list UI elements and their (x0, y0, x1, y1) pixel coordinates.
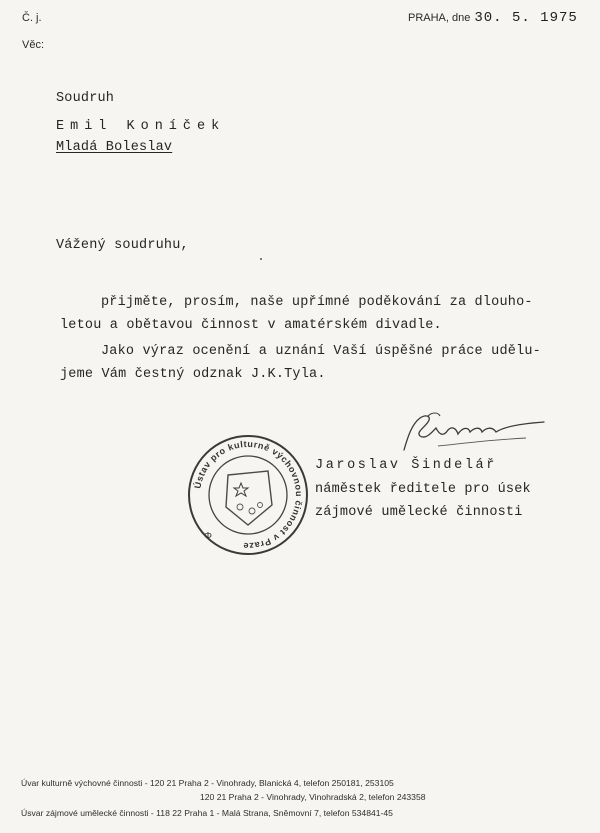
reference-label: Č. j. (22, 12, 42, 24)
official-stamp (186, 433, 310, 557)
handwritten-signature (398, 410, 548, 458)
stamp-text: Ústav pro kulturně výchovnou činnost v Praze (192, 438, 305, 552)
footer-line2: 120 21 Praha 2 - Vinohrady, Vinohradská 2, telefon 243358 (200, 792, 426, 802)
signatory-title-line1: náměstek ředitele pro úsek (315, 482, 531, 497)
letter-date: 30. 5. 1975 (474, 10, 578, 26)
signatory-title-line2: zájmové umělecké činnosti (315, 505, 523, 520)
subject-label: Věc: (22, 39, 45, 51)
svg-text:Φ: Φ (204, 531, 212, 542)
date-line (408, 8, 578, 26)
addressee-title: Soudruh (56, 91, 115, 106)
footer-line3: Úsvar zájmové umělecké činnosti - 118 22 Praha 1 - Malá Strana, Sněmovní 7, telefon 534841-45 (21, 808, 393, 818)
addressee-town: Mladá Boleslav (56, 140, 173, 155)
paragraph2-line1: Jako výraz ocenění a uznání Vaší úspěšné práce udělu- (101, 344, 541, 359)
addressee-name: Emil Koníček (56, 119, 226, 134)
paragraph1-line2: letou a obětavou činnost v amatérském divadle. (60, 318, 442, 333)
signatory-name: Jaroslav Šindelář (315, 458, 497, 473)
greeting: Vážený soudruhu, (56, 238, 189, 253)
footer-line1: Úvar kulturně výchovné činnosti - 120 21 Praha 2 - Vinohrady, Blanická 4, telefon 250181, 253105 (21, 778, 394, 788)
paper-speck (260, 258, 262, 260)
place-label: PRAHA, dne (408, 12, 471, 24)
paragraph1-line1: přijměte, prosím, naše upřímné poděkování za dlouho- (101, 295, 533, 310)
paragraph2-line2: jeme Vám čestný odznak J.K.Tyla. (60, 367, 326, 382)
